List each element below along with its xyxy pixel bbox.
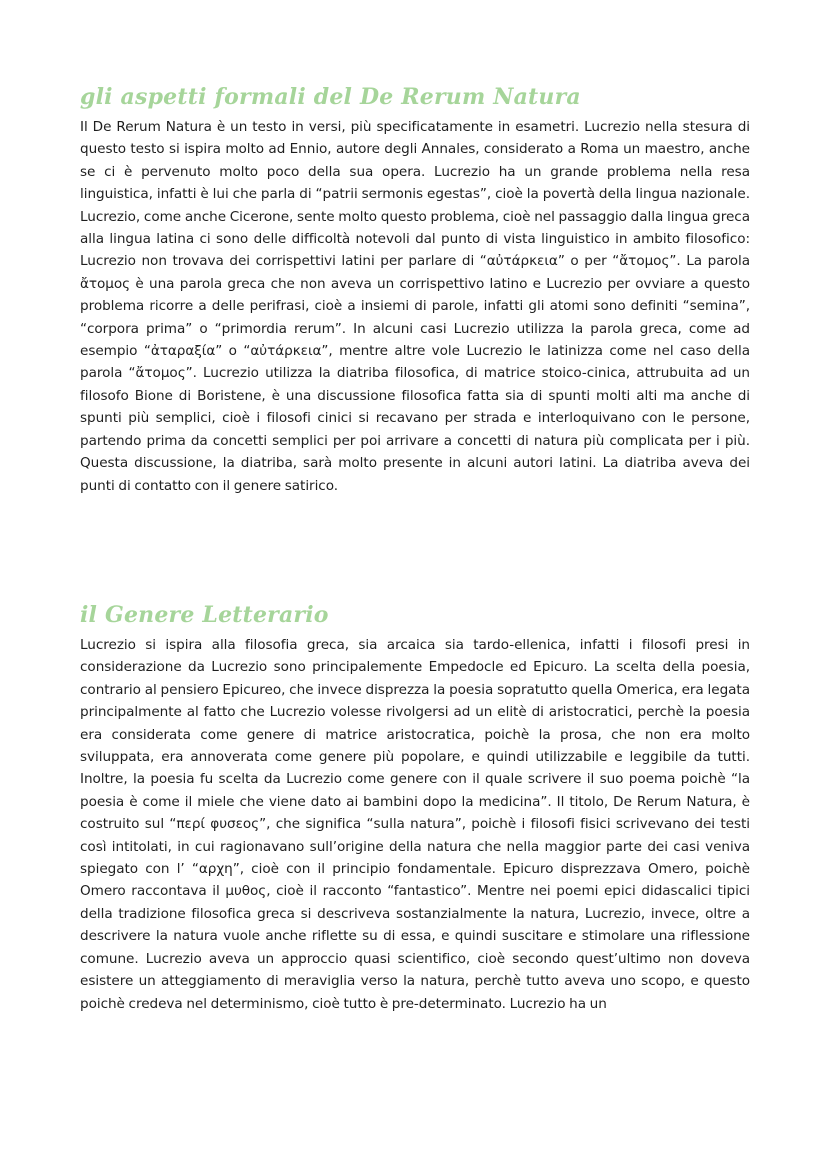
section-literary-genre	[80, 600, 750, 1015]
section-formal-aspects	[80, 82, 750, 497]
section-paragraph: Lucrezio si ispira alla filosofia greca, sia arcaica sia tardo-ellenica, infatti i filosofi presi in considerazione da Lucrezio sono principalemente Empedocle ed Epicuro. La scelta della poesia, contrario al pensiero Epicureo, che invece disprezza la poesia sopratutto quella Omerica, era legata principalmente al fatto che Lucrezio volesse rivolgersi ad un elitè di aristocratici, perchè la poesia era considerata come genere di matrice aristocratica, poichè la prosa, che non era molto sviluppata, era annoverata come genere più popolare, e quindi utilizzabile e leggibile da tutti. Inoltre, la poesia fu scelta da Lucrezio come genere con il quale scrivere il suo poema poichè “la poesia è come il miele che viene dato ai bambini dopo la medicina”. Il titolo, De Rerum Natura, è costruito sul “περί φυσεος”, che significa “sulla natura”, poichè i filosofi fisici scrivevano dei testi così intitolati, in cui ragionavano sull’origine della natura che nella maggior parte dei casi veniva spiegato con l’ “αρχη”, cioè con il principio fondamentale. Epicuro disprezzava Omero, poichè Omero raccontava il μυθος, cioè il racconto “fantastico”. Mentre nei poemi epici didascalici tipici della tradizione filosofica greca si descriveva sostanzialmente la natura, Lucrezio, invece, oltre a descrivere la natura vuole anche riflette su di essa, e quindi suscitare e stimolare una riflessione comune. Lucrezio aveva un approccio quasi scientifico, cioè secondo quest’ultimo non doveva esistere un atteggiamento di meraviglia verso la natura, perchè tutto aveva uno scopo, e questo poichè credeva nel determinismo, cioè tutto è pre-determinato. Lucrezio ha un	[80, 637, 750, 1012]
section-heading: gli aspetti formali del De Rerum Natura	[80, 84, 581, 110]
section-heading: il Genere Letterario	[80, 602, 329, 628]
section-paragraph: Il De Rerum Natura è un testo in versi, più specificatamente in esametri. Lucrezio nella stesura di questo testo si ispira molto ad Ennio, autore degli Annales, considerato a Roma un maestro, anche se ci è pervenuto molto poco della sua opera. Lucrezio ha un grande problema nella resa linguistica, infatti è lui che parla di “patrii sermonis egestas”, cioè la povertà della lingua nazionale. Lucrezio, come anche Cicerone, sente molto questo problema, cioè nel passaggio dalla lingua greca alla lingua latina ci sono delle difficoltà notevoli dal punto di vista linguistico in ambito filosofico: Lucrezio non trovava dei corrispettivi latini per parlare di “αὐτάρκεια” o per “ἄτομος”. La parola ἄτομος è una parola greca che non aveva un corrispettivo latino e Lucrezio per ovviare a questo problema ricorre a delle perifrasi, cioè a insiemi di parole, infatti gli atomi sono definiti “semina”, “corpora prima” o “primordia rerum”. In alcuni casi Lucrezio utilizza la parola greca, come ad esempio “ἀταραξία” o “αὐτάρκεια”, mentre altre vole Lucrezio le latinizza come nel caso della parola “ἄτομος”. Lucrezio utilizza la diatriba filosofica, di matrice stoico-cinica, attrubuita ad un filosofo Bione di Boristene, è una discussione filosofica fatta sia di spunti molti alti ma anche di spunti più semplici, cioè i filosofi cinici si recavano per strada e interloquivano con le persone, partendo prima da concetti semplici per poi arrivare a concetti di natura più complicata per i più. Questa discussione, la diatriba, sarà molto presente in alcuni autori latini. La diatriba aveva dei punti di contatto con il genere satirico.	[80, 119, 750, 494]
